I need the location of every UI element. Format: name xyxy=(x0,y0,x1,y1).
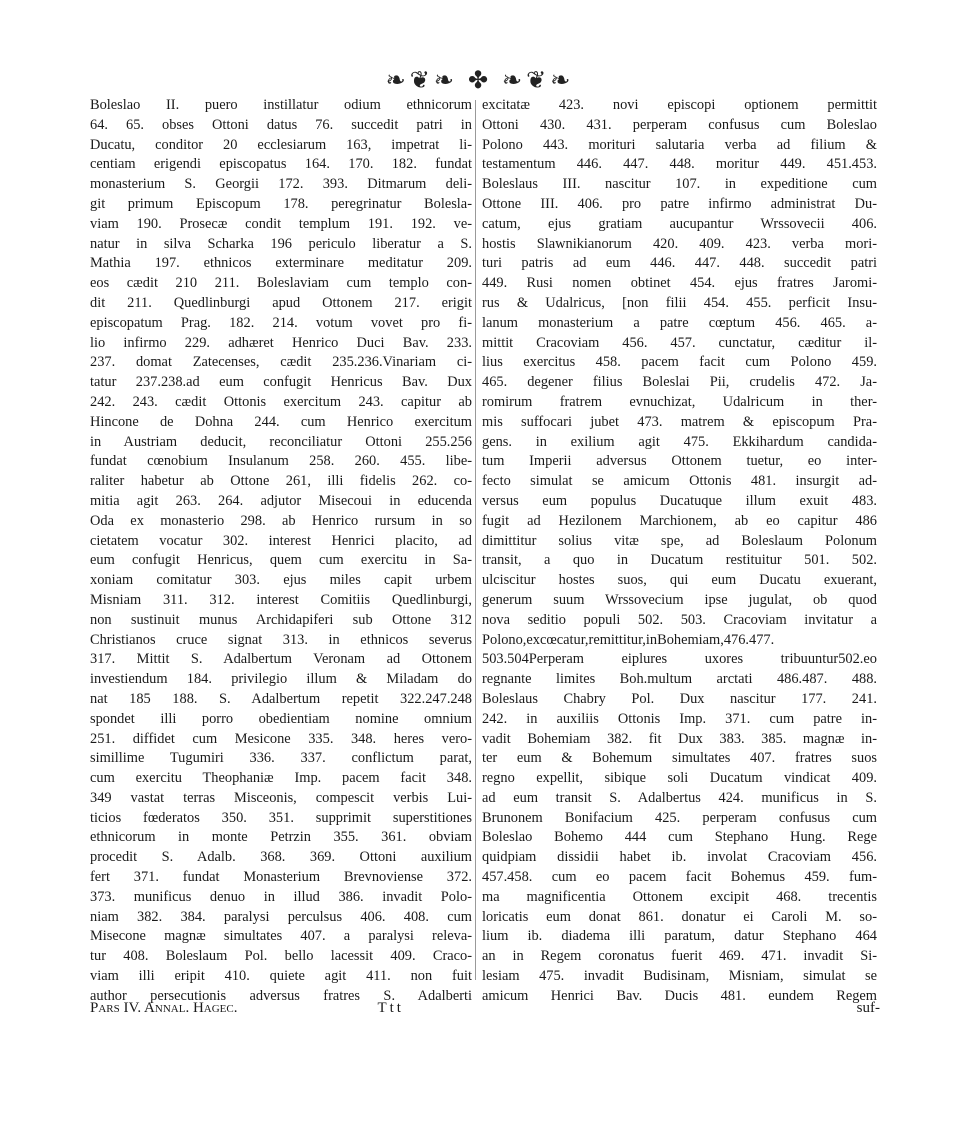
index-line: ter eum & Bohemum simultates 407. fratres suos xyxy=(482,750,877,767)
index-line: ticios fœderatos 350. 351. supprimit superstitiones xyxy=(90,809,472,826)
index-line: lio infirmo 229. adhæret Henrico Duci Bav. 233. xyxy=(90,334,472,351)
index-line: Polono,excœcatur,remittitur,inBohemiam,476.477. xyxy=(482,631,775,648)
index-line: quidpiam dissidii habet ib. involat Cracoviam 456. xyxy=(482,849,877,866)
index-line: ad eum transit S. Adalbertus 424. munificus in S. xyxy=(482,789,877,806)
index-line: hostis Slawnikianorum 420. 409. 423. verba mori- xyxy=(482,235,877,252)
index-line: turi patris ad eum 446. 447. 448. succedit patri xyxy=(482,255,877,272)
index-line: 242. 243. cædit Ottonis exercitum 243. capitur ab xyxy=(90,393,472,410)
index-line: simillime Tugumiri 336. 337. conflictum parat, xyxy=(90,750,472,767)
index-line: 64. 65. obses Ottoni datus 76. succedit patri in xyxy=(90,116,472,133)
index-line: investiendum 184. privilegio illum & Miladam do xyxy=(90,671,472,688)
index-line: lius exercitus 458. pacem facit cum Polono 459. xyxy=(482,354,877,371)
index-line: transit, a quo in Ducatum restituitur 501. 502. xyxy=(482,552,877,569)
index-line: episcopatum Prag. 182. 214. votum vovet pro fi- xyxy=(90,314,472,331)
index-line: lium ib. diadema illi paratum, datur Stephano 464 xyxy=(482,928,877,945)
index-line: Boleslaus III. nascitur 107. in expeditione cum xyxy=(482,176,877,193)
index-line: Ottone III. 406. pro patre infirmo administrat Du- xyxy=(482,195,877,212)
index-line: author persecutionis adversus fratres S. Adalberti xyxy=(90,987,472,1004)
index-line: spondet illi porro obedientiam nomine omnium xyxy=(90,710,472,727)
index-line: lanum monasterium a patre cœptum 456. 465. a- xyxy=(482,314,877,331)
index-line: 503.504Perperam eiplures uxores tribuuntur502.eo xyxy=(482,651,877,668)
index-line: regnante limites Boh.multum arctati 486.487. 488. xyxy=(482,671,877,688)
index-line: romirum fratrem evnuchizat, Udalricum in ther- xyxy=(482,393,877,410)
column-divider xyxy=(475,100,476,980)
index-line: Boleslaus Chabry Pol. Dux nascitur 177. 241. xyxy=(482,690,877,707)
page-footer xyxy=(90,1000,880,1017)
index-line: viam 190. Prosecæ condit templum 191. 192. ve- xyxy=(90,215,472,232)
index-line: Mathia 197. ethnicos exterminare meditatur 209. xyxy=(90,255,472,272)
footer-catchword: suf- xyxy=(856,1000,880,1016)
index-line: ethnicorum in monte Petrzin 355. 361. obviam xyxy=(90,829,472,846)
index-line: catum, ejus gratiam aucupantur Wrssovecii 406. xyxy=(482,215,877,232)
index-line: non sustinuit munus Archidapiferi sub Ottone 312 xyxy=(90,611,472,628)
index-line: ma magnificentia Ottonem excipit 468. trecentis xyxy=(482,888,877,905)
index-line: tur 408. Boleslaum Pol. bello lacessit 409. Craco- xyxy=(90,948,472,965)
index-line: viam illi eripit 410. quiete agit 411. non fuit xyxy=(90,968,472,985)
index-line: tum Imperii adversus Ottonem tuetur, eo inter- xyxy=(482,453,877,470)
index-line: 449. Rusi nomen obtinet 454. ejus fratres Jaromi- xyxy=(482,275,877,292)
footer-part-title: Pars IV. Annal. Hagec. xyxy=(90,1000,238,1016)
index-line: nova seditio populi 502. 503. Cracoviam invitatur a xyxy=(482,611,877,628)
index-line: 373. munificus denuo in illud 386. invadit Polo- xyxy=(90,888,472,905)
index-line: tatur 237.238.ad eum confugit Henricus Bav. Dux xyxy=(90,374,472,391)
index-line: gens. in exilium agit 475. Ekkihardum candida- xyxy=(482,433,877,450)
index-line: eum confugit Henricus, quem cum exercitu in Sa- xyxy=(90,552,472,569)
index-line: fundat cœnobium Insulanum 258. 260. 455. libe- xyxy=(90,453,472,470)
index-line: 317. Mittit S. Adalbertum Veronam ad Ottonem xyxy=(90,651,472,668)
footer-signature-mark: Ttt xyxy=(377,1000,404,1016)
index-line: Oda ex monasterio 298. ab Henrico rursum in so xyxy=(90,512,472,529)
index-line: niam 382. 384. paralysi perculsus 406. 408. cum xyxy=(90,908,472,925)
index-line: centiam erigendi episcopatus 164. 170. 182. fundat xyxy=(90,156,472,173)
index-line: Boleslao II. puero instillatur odium ethnicorum xyxy=(90,97,472,113)
index-line: Brunonem Bonifacium 425. perperam confusus cum xyxy=(482,809,877,826)
index-line: mittit Cracoviam 456. 457. cunctatur, cæditur il- xyxy=(482,334,877,351)
index-line: generum suum Wrssovecium ipse jugulat, ob quod xyxy=(482,591,877,608)
index-line: Ottoni 430. 431. perperam confusus cum Boleslao xyxy=(482,116,877,133)
header-ornament: ❧❦❧ ✤ ❧❦❧ xyxy=(385,68,575,94)
index-line: raliter habetur ab Ottone 261, illi fidelis 262. co- xyxy=(90,473,472,490)
index-line: an in Regem coronatus fuerit 469. 471. invadit Si- xyxy=(482,948,877,965)
index-line: regno expellit, sibique soli Ducatum vindicat 409. xyxy=(482,770,877,787)
index-line: nat 185 188. S. Adalbertum repetit 322.247.248 xyxy=(90,690,472,707)
index-line: dimittitur solius vitæ spe, ad Boleslaum Polonum xyxy=(482,532,877,549)
index-line: cum exercitu Theophaniæ Imp. pacem facit 348. xyxy=(90,770,472,787)
index-line: Boleslao Bohemo 444 cum Stephano Hung. Rege xyxy=(482,829,877,846)
index-line: mis suffocari jubet 473. matrem & episcopum Pra- xyxy=(482,413,877,430)
index-line: fecto simulat se amicum Ottonis 481. insurgit ad- xyxy=(482,473,877,490)
index-line: loricatis eum donat 861. donatur ei Caroli M. so- xyxy=(482,908,877,925)
index-line: 251. diffidet cum Mesicone 335. 348. heres vero- xyxy=(90,730,472,747)
index-line: natur in silva Scharka 196 periculo liberatur a S. xyxy=(90,235,472,252)
index-line: 465. degener filius Boleslai Pii, crudelis 472. Ja- xyxy=(482,374,877,391)
index-line: 457.458. cum eo pacem facit Bohemus 459. fum- xyxy=(482,869,877,886)
index-line: Christianos cruce signat 313. in ethnicos severus xyxy=(90,631,472,648)
index-line: cietatem vocatur 302. interest Henrici placito, ad xyxy=(90,532,472,549)
index-line: Misecone magnæ simultates 407. a paralysi releva- xyxy=(90,928,472,945)
index-line: rus & Udalricus, [non filii 454. 455. perficit Insu- xyxy=(482,294,877,311)
index-line: dit 211. Quedlinburgi apud Ottonem 217. erigit xyxy=(90,294,472,311)
right-index-column xyxy=(482,96,877,1007)
index-line: Polono 443. morituri salutaria verba ad filium & xyxy=(482,136,877,153)
index-line: mitia agit 263. 264. adjutor Misecoui in educenda xyxy=(90,492,472,509)
left-index-column xyxy=(90,96,472,1007)
index-line: Ducatu, conditor 20 ecclesiarum 163, impetrat li- xyxy=(90,136,472,153)
index-line: fert 371. fundat Monasterium Brevnoviense 372. xyxy=(90,869,472,886)
index-line: Hincone de Dohna 244. cum Henrico exercitum xyxy=(90,413,472,430)
index-line: ulciscitur hostes suos, qui eum Ducatu exuerant, xyxy=(482,572,877,589)
index-line: monasterium S. Georgii 172. 393. Ditmarum deli- xyxy=(90,176,472,193)
index-line: 242. in auxiliis Ottonis Imp. 371. cum patre in- xyxy=(482,710,877,727)
index-line: eos cædit 210 211. Boleslaviam cum templo con- xyxy=(90,275,472,292)
index-line: git primum Episcopum 178. peregrinatur Bolesla- xyxy=(90,195,472,212)
index-line: 349 vastat terras Misceonis, compescit verbis Lui- xyxy=(90,789,472,806)
index-line: versus eum populus Ducatuque illum exuit 483. xyxy=(482,492,877,509)
index-line: procedit S. Adalb. 368. 369. Ottoni auxilium xyxy=(90,849,472,866)
index-line: in Austriam deducit, reconciliatur Ottoni 255.256 xyxy=(90,433,472,450)
index-line: 237. domat Zatecenses, cædit 235.236.Vinariam ci- xyxy=(90,354,472,371)
index-line: fugit ad Hezilonem Marchionem, ab eo capitur 486 xyxy=(482,512,877,529)
index-line: xoniam comitatur 303. ejus miles capit urbem xyxy=(90,572,472,589)
index-line: amicum Henrici Bav. Ducis 481. eundem Regem xyxy=(482,987,877,1004)
index-line: lesiam 475. invadit Budisinam, Misniam, simulat se xyxy=(482,968,877,985)
index-line: vadit Bohemiam 382. fit Dux 383. 385. magnæ in- xyxy=(482,730,877,747)
index-line: testamentum 446. 447. 448. moritur 449. 451.453. xyxy=(482,156,877,173)
index-line: excitatæ 423. novi episcopi optionem permittit xyxy=(482,97,877,113)
index-line: Misniam 311. 312. interest Comitiis Quedlinburgi, xyxy=(90,591,472,608)
